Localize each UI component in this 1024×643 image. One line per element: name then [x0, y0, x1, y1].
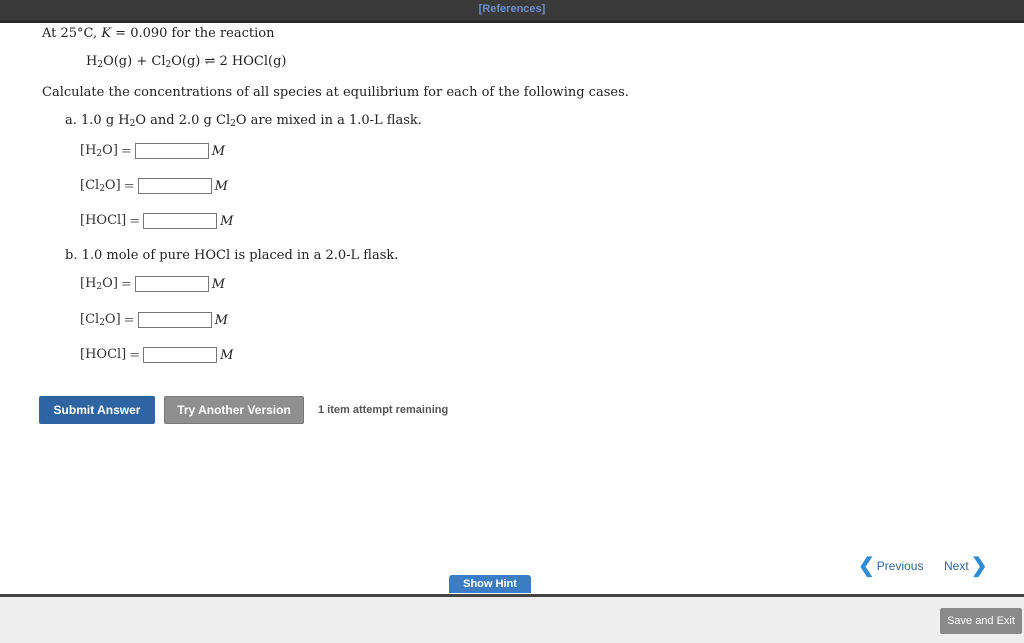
- part-a-cl2o-row: $[Cl_2O]$ = M: [80, 178, 228, 194]
- previous-label: Previous: [876, 559, 924, 573]
- part-b-h2o-row: $[H_2O]$ = M: [80, 276, 226, 292]
- part-b-statement: b. 1.0 mole of pure HOCl is placed in a 2.0-L flask.: [65, 248, 399, 263]
- next-button[interactable]: [944, 555, 988, 577]
- species-label: [HOCl]: [80, 347, 127, 362]
- part-a-hocl-input[interactable]: [143, 213, 217, 229]
- unit-label: M: [211, 143, 226, 159]
- part-b-hocl-input[interactable]: [143, 347, 217, 363]
- top-toolbar: [0, 0, 1024, 23]
- part-a-h2o-input[interactable]: [135, 143, 209, 159]
- part-a-statement: a. 1.0 g $H_2O$ and 2.0 g $Cl_2O$ are mixed in a 1.0-L flask.: [65, 113, 422, 129]
- equilibrium-arrow: ⇌: [200, 54, 220, 69]
- unit-label: M: [214, 312, 228, 328]
- question-intro: At 25°C, K = 0.090 for the reaction: [42, 26, 275, 41]
- part-a-h2o-row: $[H_2O]$ = M: [80, 143, 226, 159]
- unit-label: M: [214, 178, 228, 194]
- unit-label: M: [220, 347, 234, 363]
- save-and-exit-button[interactable]: Save and Exit: [940, 608, 1022, 634]
- species-label: $[H_2O]$: [80, 143, 118, 159]
- unit-label: M: [211, 276, 226, 292]
- unit-label: M: [220, 213, 234, 229]
- show-hint-button[interactable]: Show Hint: [449, 575, 531, 593]
- part-b-cl2o-input[interactable]: [138, 312, 212, 328]
- part-b-h2o-input[interactable]: [135, 276, 209, 292]
- chevron-left-icon: ❮: [858, 555, 875, 577]
- question-instruction: Calculate the concentrations of all species at equilibrium for each of the following cases.: [42, 85, 629, 100]
- next-label: Next: [944, 559, 969, 573]
- species-label: $[H_2O]$: [80, 276, 118, 292]
- attempts-remaining-text: 1 item attempt remaining: [318, 404, 449, 416]
- species-label: $[Cl_2O]$: [80, 312, 121, 328]
- part-b-cl2o-row: $[Cl_2O]$ = M: [80, 312, 228, 328]
- part-a-cl2o-input[interactable]: [138, 178, 212, 194]
- reaction-equation: $H_2O(g) + Cl_2O(g)$ ⇌ 2 HOCl(g): [86, 54, 287, 70]
- submit-answer-button[interactable]: Submit Answer: [39, 396, 155, 424]
- species-label: [HOCl]: [80, 213, 127, 228]
- references-link[interactable]: [References]: [478, 3, 546, 15]
- part-b-hocl-row: [HOCl] = M: [80, 347, 234, 363]
- bottom-bar: [0, 594, 1024, 643]
- species-label: $[Cl_2O]$: [80, 178, 121, 194]
- chevron-right-icon: ❯: [970, 555, 988, 577]
- part-a-hocl-row: [HOCl] = M: [80, 213, 234, 229]
- previous-button[interactable]: [858, 555, 924, 577]
- try-another-version-button[interactable]: Try Another Version: [164, 396, 304, 424]
